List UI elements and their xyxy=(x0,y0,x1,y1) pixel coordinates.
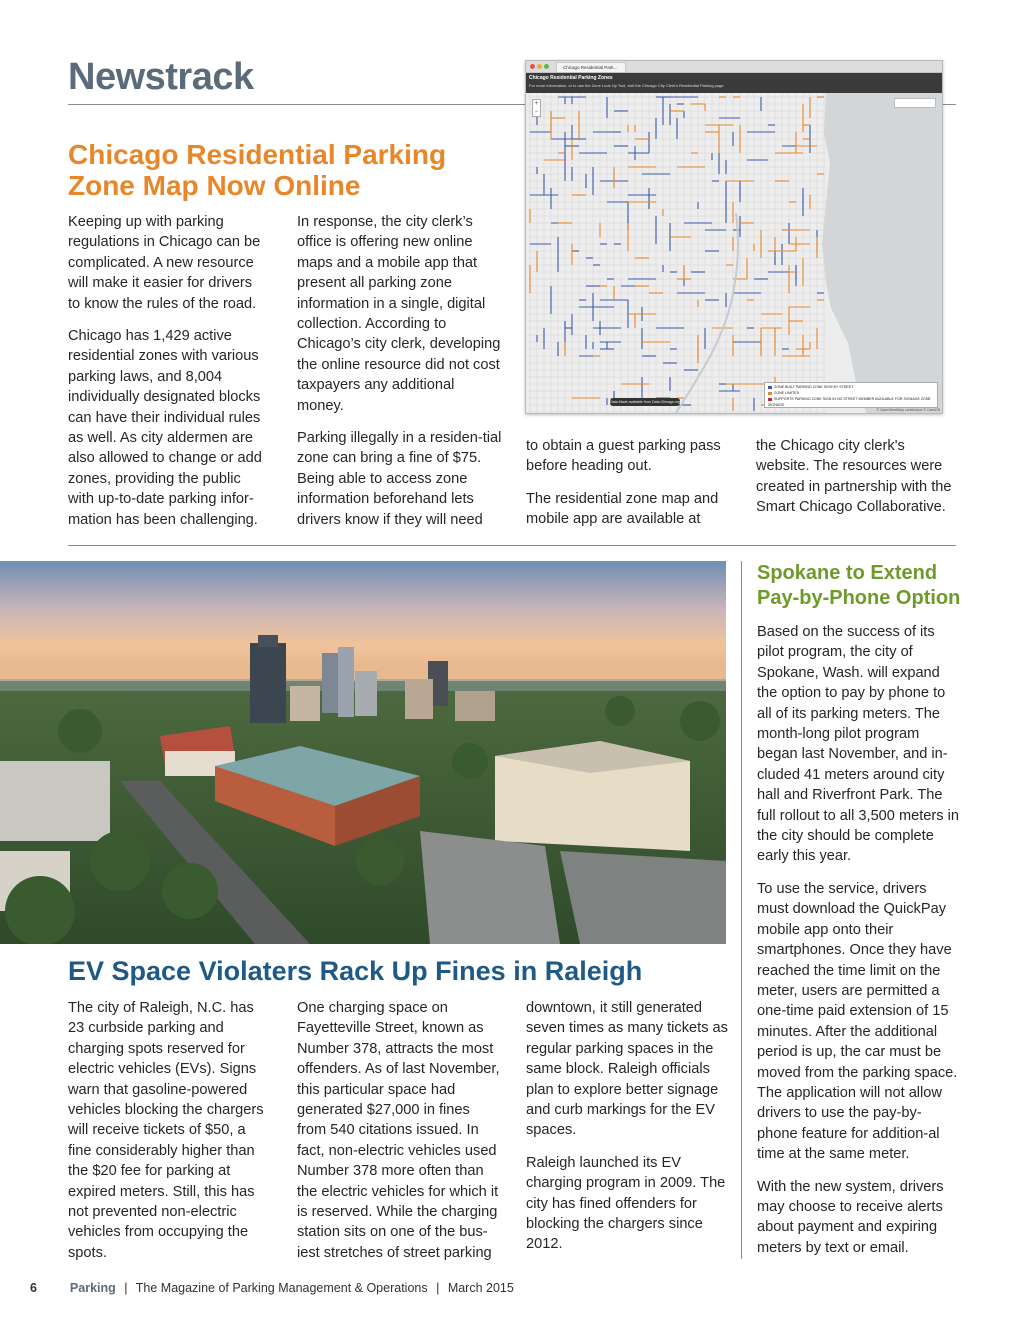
sidebar-divider xyxy=(741,561,742,1259)
legend-swatch xyxy=(768,386,772,389)
page-number: 6 xyxy=(30,1281,37,1295)
chicago-column-4 xyxy=(756,436,956,518)
paragraph: to obtain a guest parking pass before heading out. xyxy=(526,438,721,475)
spokane-headline xyxy=(757,561,967,611)
map-canvas xyxy=(526,93,942,413)
map-header-title: Chicago Residential Parking Zones xyxy=(529,75,613,81)
chicago-headline-line1: Chicago Residential Parking xyxy=(68,139,447,170)
paragraph: downtown, it still generated seven times as many tickets as regular parking spaces in the same block. Raleigh officials plan to explore better signage and curb markings for the EV spaces. xyxy=(526,1000,728,1139)
chicago-headline-line2: Zone Map Now Online xyxy=(68,170,361,201)
paragraph: The residential zone map and mobile app are available at xyxy=(526,490,719,528)
legend-label: SUPPORTS PARKING ZONE SIGN IN NO STREET MEMBER AVAILABLE FOR SIGNAGE ZONE SIGNAGE xyxy=(768,397,931,407)
raleigh-column-1 xyxy=(68,998,273,1263)
legend-label: ZONE LIMITED xyxy=(774,391,800,395)
raleigh-headline: EV Space Violaters Rack Up Fines in Raleigh xyxy=(68,956,643,986)
spokane-headline-line2: Pay-by-Phone Option xyxy=(757,587,961,609)
spokane-column xyxy=(757,622,959,1258)
footer-date: March 2015 xyxy=(447,1281,514,1295)
chicago-column-2 xyxy=(297,212,502,530)
paragraph: Chicago has 1,429 active residential zones with various parking laws, and 8,004 individually designated blocks can have their individual rules as well. As city aldermen are also allowed to change or add zones, providing the public with up-to-date parking infor-mation has been challenging. xyxy=(68,328,262,528)
footer-magazine: The Magazine of Parking Management & Operations xyxy=(135,1281,428,1295)
map-search-input[interactable] xyxy=(894,98,936,108)
map-data-source-pill: Data Made available from Data.Chicago.org xyxy=(610,400,680,404)
paragraph: With the new system, drivers may choose to receive alerts about payment and expiring meters by text or email. xyxy=(757,1178,944,1256)
paragraph: Keeping up with parking regulations in Chicago can be complicated. A new resource will make it easier for drivers to know the rules of the road. xyxy=(68,214,261,312)
map-legend xyxy=(764,382,938,408)
paragraph: To use the service, drivers must download the QuickPay mobile app onto their smartphones. Once they have reached the time limit on the meter, users are permitted a one-time paid extension of 15 minutes. After the additional period is up, the car must be moved from the parking space. The application will not allow drivers to use the pay-by-phone feature for addition-al time at the same meter. xyxy=(757,880,958,1163)
raleigh-skyline-illustration xyxy=(0,561,726,944)
raleigh-column-3 xyxy=(526,998,731,1255)
chicago-column-3 xyxy=(526,436,731,530)
raleigh-column-2 xyxy=(297,998,502,1263)
parking-zone-map-screenshot xyxy=(525,60,943,414)
section-title: Newstrack xyxy=(68,56,254,98)
legend-label: ZONE BUILT PARKING ZONE SIGN BY STREET xyxy=(774,385,854,389)
article-divider xyxy=(68,545,956,546)
map-attribution: © OpenStreetMap contributors © CartoDB xyxy=(876,408,940,412)
paragraph: One charging space on Fayetteville Street, known as Number 378, attracts the most offenders. As of last November, this particular space had generated $27,000 in fines from 540 citations issued. In fact, non-electric vehicles used Number 378 more often than the electric vehicles for which it is reserved. While the charging station sits on one of the bus-iest stretches of street parking xyxy=(297,1000,500,1261)
legend-swatch xyxy=(768,392,772,395)
footer-brand: Parking xyxy=(69,1281,116,1295)
zoom-in-button[interactable]: + xyxy=(534,101,539,107)
map-zoom-control[interactable] xyxy=(532,99,541,117)
chicago-column-1 xyxy=(68,212,268,530)
paragraph: Parking illegally in a residen-tial zone can bring a fine of $75. Being able to access zone information beforehand lets drivers know if they will need xyxy=(297,430,502,528)
minimize-dot-icon xyxy=(537,64,542,69)
map-header-bar xyxy=(526,73,942,93)
footer-separator: | xyxy=(436,1281,440,1295)
browser-chrome xyxy=(526,61,942,73)
spokane-headline-line1: Spokane to Extend xyxy=(757,562,938,584)
page-footer xyxy=(30,1281,730,1295)
maximize-dot-icon xyxy=(544,64,549,69)
paragraph: Based on the success of its pilot program, the city of Spokane, Wash. will expand the option to pay by phone to all of its parking meters. The month-long pilot program began last November, and in-cluded 41 meters around city hall and Riverfront Park. The full rollout to all 3,500 meters in the city should be complete early this year. xyxy=(757,624,959,865)
chicago-headline xyxy=(68,139,508,201)
legend-item xyxy=(768,396,934,408)
map-header-subtitle: For more information, or to use the Zone Look Up Tool, visit the Chicago City Clerk's Residential Parking page. xyxy=(529,83,725,88)
browser-tab: Chicago Residential Park... xyxy=(556,62,626,72)
paragraph: the Chicago city clerk's website. The resources were created in partnership with the Smart Chicago Collaborative. xyxy=(756,438,952,516)
paragraph: The city of Raleigh, N.C. has 23 curbside parking and charging spots reserved for electric vehicles (EVs). Signs warn that gasoline-powered vehicles blocking the chargers will receive tickets of $50, a fine considerably higher than the $20 fee for parking at expired meters. Still, this has not prevented non-electric vehicles from occupying the spots. xyxy=(68,1000,264,1261)
raleigh-skyline-photo xyxy=(0,561,726,944)
zoom-out-button[interactable]: − xyxy=(534,109,539,115)
paragraph: In response, the city clerk’s office is offering new online maps and a mobile app that present all parking zone information in a single, digital collection. According to Chicago’s city clerk, developing the online resource did not cost taxpayers any additional money. xyxy=(297,214,501,414)
footer-separator: | xyxy=(124,1281,128,1295)
legend-swatch xyxy=(768,398,772,401)
paragraph: Raleigh launched its EV charging program in 2009. The city has fined offenders for blocking the chargers since 2012. xyxy=(526,1154,726,1253)
close-dot-icon xyxy=(530,64,535,69)
